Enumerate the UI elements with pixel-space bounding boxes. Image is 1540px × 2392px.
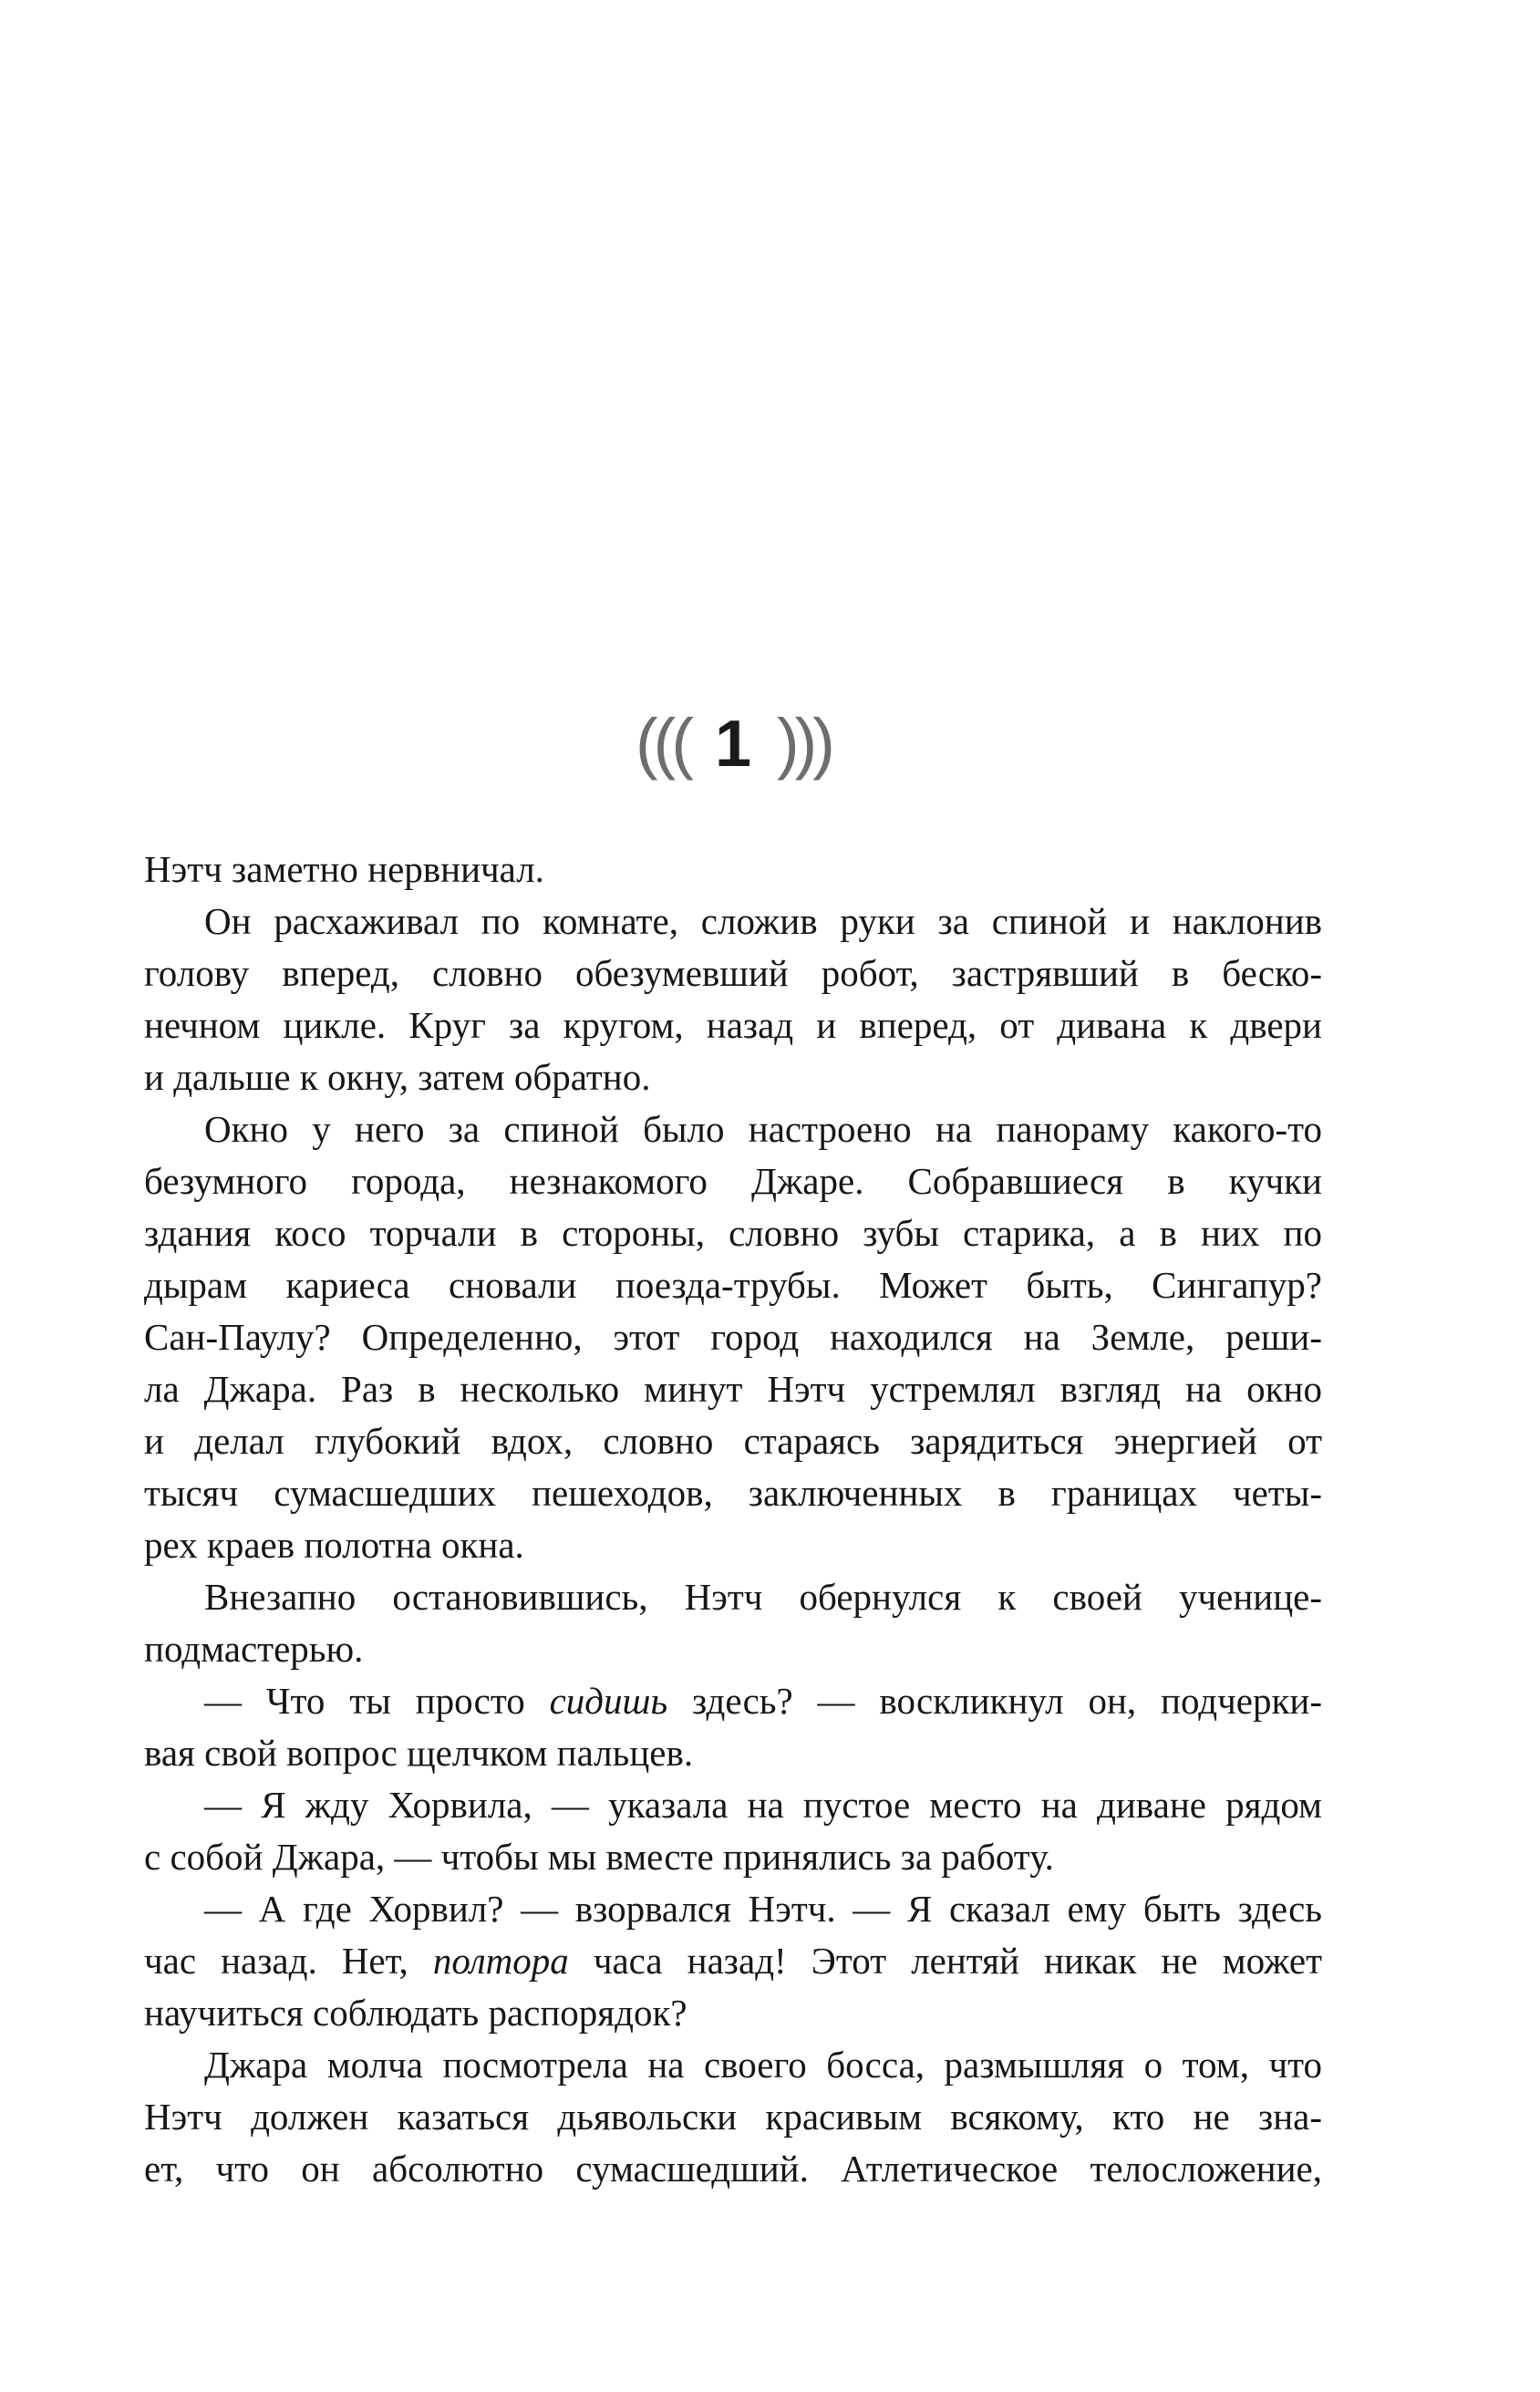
text-segment: Нэтч заметно нервничал. <box>144 848 544 890</box>
text-segment: Джара молча посмотрела на своего босса, размышляя о том, что <box>204 2044 1322 2086</box>
text-line <box>144 2039 1322 2091</box>
text-segment: здания косо торчали в стороны, словно зубы старика, а в них по <box>144 1212 1322 1254</box>
text-segment: научиться соблюдать распорядок? <box>144 1992 687 2034</box>
text-segment: — А где Хорвил? — взорвался Нэтч. — Я сказал ему быть здесь <box>204 1888 1322 1930</box>
paragraph <box>144 1103 1322 1571</box>
text-line <box>144 1935 1322 1987</box>
chapter-heading-left-parens: ((( <box>636 705 689 781</box>
text-segment: с собой Джара, — чтобы мы вместе принялись за работу. <box>144 1836 1054 1878</box>
emphasized-text: сидишь <box>549 1680 668 1722</box>
text-segment: час назад. Нет, <box>144 1940 433 1982</box>
text-segment: ет, что он абсолютно сумасшедший. Атлетическое телосложение, <box>144 2148 1322 2190</box>
text-segment: Сан-Паулу? Определенно, этот город находился на Земле, реши- <box>144 1316 1322 1358</box>
text-line <box>144 1623 1322 1675</box>
text-line <box>144 999 1322 1051</box>
text-line <box>144 1311 1322 1363</box>
text-line <box>144 896 1322 947</box>
text-segment: — Что ты просто <box>204 1680 550 1722</box>
text-line <box>144 2143 1322 2195</box>
chapter-number: 1 <box>714 708 752 781</box>
text-line <box>144 1779 1322 1831</box>
text-segment: Нэтч должен казаться дьявольски красивым всякому, кто не зна- <box>144 2096 1322 2138</box>
paragraph <box>144 1883 1322 2039</box>
text-segment: голову вперед, словно обезумевший робот, застрявший в беско- <box>144 952 1322 994</box>
text-line <box>144 1727 1322 1779</box>
paragraph <box>144 1675 1322 1779</box>
paragraph <box>144 844 1322 896</box>
text-segment: — Я жду Хорвила, — указала на пустое место на диване рядом <box>204 1784 1322 1826</box>
text-line <box>144 1675 1322 1727</box>
text-line <box>144 2091 1322 2143</box>
text-line <box>144 1207 1322 1259</box>
text-segment: Окно у него за спиной было настроено на панораму какого-то <box>204 1108 1322 1150</box>
text-line <box>144 1519 1322 1571</box>
text-line <box>144 1883 1322 1935</box>
page-body <box>144 844 1322 2195</box>
chapter-heading <box>144 704 1322 782</box>
text-segment: и дальше к окну, затем обратно. <box>144 1056 651 1098</box>
text-segment: вая свой вопрос щелчком пальцев. <box>144 1732 694 1774</box>
text-line <box>144 1415 1322 1467</box>
paragraph <box>144 1571 1322 1675</box>
text-line <box>144 1467 1322 1519</box>
text-segment: ла Джара. Раз в несколько минут Нэтч устремлял взгляд на окно <box>144 1368 1322 1410</box>
text-segment: подмастерью. <box>144 1628 364 1670</box>
text-line <box>144 1259 1322 1311</box>
chapter-heading-right-parens: ))) <box>777 705 831 781</box>
text-segment: Он расхаживал по комнате, сложив руки за спиной и наклонив <box>204 900 1322 942</box>
paragraph <box>144 896 1322 1103</box>
paragraph <box>144 2039 1322 2195</box>
paragraph <box>144 1779 1322 1883</box>
text-segment: часа назад! Этот лентяй никак не может <box>568 1940 1322 1982</box>
text-line <box>144 1571 1322 1623</box>
emphasized-text: полтора <box>432 1940 569 1982</box>
text-segment: рех краев полотна окна. <box>144 1524 524 1566</box>
text-line <box>144 1831 1322 1883</box>
text-segment: здесь? — воскликнул он, подчерки- <box>667 1680 1322 1722</box>
text-segment: тысяч сумасшедших пешеходов, заключенных в границах четы- <box>144 1472 1322 1514</box>
text-segment: дырам кариеса сновали поезда-трубы. Может быть, Сингапур? <box>144 1264 1322 1306</box>
text-line <box>144 844 1322 896</box>
text-line <box>144 1987 1322 2039</box>
text-line <box>144 1103 1322 1155</box>
text-line <box>144 1155 1322 1207</box>
text-line <box>144 1363 1322 1415</box>
text-segment: Внезапно остановившись, Нэтч обернулся к своей ученице- <box>204 1576 1322 1618</box>
text-line <box>144 947 1322 999</box>
text-segment: и делал глубокий вдох, словно стараясь зарядиться энергией от <box>144 1420 1322 1462</box>
text-segment: нечном цикле. Круг за кругом, назад и вперед, от дивана к двери <box>144 1004 1322 1046</box>
text-line <box>144 1051 1322 1103</box>
text-segment: безумного города, незнакомого Джаре. Собравшиеся в кучки <box>144 1160 1322 1202</box>
